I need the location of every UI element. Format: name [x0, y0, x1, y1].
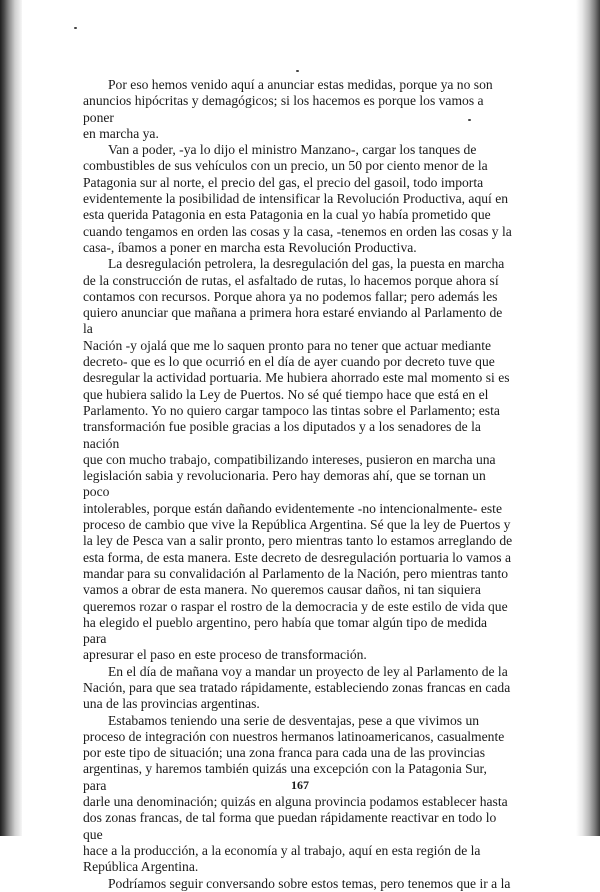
text-line: Por eso hemos venido aquí a anunciar estas medidas, porque ya no son — [108, 77, 493, 92]
text-line: mandar para su convalidación al Parlamento de la Nación, pero mientras tanto — [83, 565, 509, 581]
text-line: combustibles de sus vehículos con un precio, un 50 por ciento menor de la — [83, 158, 488, 174]
text-line: una de las provincias argentinas. — [83, 696, 260, 712]
text-line: argentinas, y haremos también quizás una excepción con la Patagonia Sur, para — [83, 761, 487, 793]
text-line: por este tipo de situación; una zona franca para cada una de las provincias — [83, 745, 485, 761]
text-line: casa-, íbamos a poner en marcha esta Revolución Productiva. — [83, 239, 417, 255]
scan-edge-right — [576, 0, 600, 836]
text-line: En el día de mañana voy a mandar un proyecto de ley al Parlamento de la — [108, 663, 508, 679]
text-line: Nación, para que sea tratado rápidamente, estableciendo zonas francas en cada — [83, 679, 511, 695]
text-line: quiero anunciar que mañana a primera hora estaré enviando al Parlamento de la — [83, 305, 503, 337]
text-line: la ley de Pesca van a salir pronto, pero mientras tanto lo estamos arreglando de — [83, 533, 513, 549]
text-line: esta forma, de esta manera. Este decreto de desregulación portuaria lo vamos a — [83, 549, 512, 565]
text-line: en marcha ya. — [83, 125, 159, 141]
text-line: vamos a obrar de esta manera. No queremos causar daños, ni tan siquiera — [83, 582, 481, 598]
text-line: hace a la producción, a la economía y al trabajo, aquí en esta región de la — [83, 842, 481, 858]
text-line: Podríamos seguir conversando sobre estos temas, pero tenemos que ir a la — [108, 875, 511, 891]
text-line: evidentemente la posibilidad de intensificar la Revolución Productiva, aquí en — [83, 191, 509, 207]
text-line: cuando tengamos en orden las cosas y la casa, -tenemos en orden las cosas y la — [83, 223, 512, 239]
text-line: contamos con recursos. Porque ahora ya no podemos fallar; pero además les — [83, 288, 498, 304]
text-line: Nación -y ojalá que me lo saquen pronto para no tener que actuar mediante — [83, 337, 492, 353]
scan-speck — [74, 27, 77, 29]
text-line: Estabamos teniendo una serie de desventajas, pese a que vivimos un — [108, 712, 480, 728]
page-number: 167 — [291, 778, 309, 792]
text-line: Van a poder, -ya lo dijo el ministro Manzano-, cargar los tanques de — [108, 142, 477, 158]
text-line: transformación fue posible gracias a los diputados y a los senadores de la nación — [83, 419, 481, 451]
text-line: proceso de cambio que vive la República Argentina. Sé que la ley de Puertos y — [83, 517, 511, 533]
scan-edge-left — [0, 0, 22, 836]
text-line: decreto- que es lo que ocurrió en el día de ayer cuando por decreto tuve que — [83, 354, 495, 370]
text-line: Parlamento. Yo no quiero cargar tampoco las tintas sobre el Parlamento; esta — [83, 402, 500, 418]
text-line: desregular la actividad portuaria. Me hubiera ahorrado este mal momento si es — [83, 370, 510, 386]
text-line: que hubiera salido la Ley de Puertos. No sé qué tiempo hace que está en el — [83, 386, 489, 402]
body-text — [83, 77, 513, 892]
text-line: proceso de integración con nuestros hermanos latinoamericanos, casualmente — [83, 728, 505, 744]
text-line: República Argentina. — [83, 859, 199, 875]
text-line: La desregulación petrolera, la desregulación del gas, la puesta en marcha — [108, 256, 505, 272]
text-line: legislación sabia y revolucionaria. Pero hay demoras ahí, que se tornan un poco — [83, 468, 486, 500]
text-line: intolerables, porque están dañando evidentemente -no intencionalmente- este — [83, 500, 502, 516]
text-line: que con mucho trabajo, compatibilizando intereses, pusieron en marcha una — [83, 451, 496, 467]
text-line: dos zonas francas, de tal forma que puedan rápidamente reactivar en todo lo que — [83, 810, 497, 842]
text-line: queremos rozar o raspar el rostro de la democracia y de este estilo de vida que — [83, 598, 508, 614]
text-line: anuncios hipócritas y demagógicos; si los hacemos es porque los vamos a poner — [83, 93, 484, 125]
text-line: ha elegido el pueblo argentino, pero había que tomar algún tipo de medida para — [83, 614, 488, 647]
text-line: de la construcción de rutas, el asfaltado de rutas, lo hacemos porque ahora sí — [83, 272, 499, 288]
text-line: apresurar el paso en este proceso de transformación. — [83, 647, 367, 663]
text-line: esta querida Patagonia en esta Patagonia en la cual yo había prometido que — [83, 207, 491, 223]
text-line: Patagonia sur al norte, el precio del gas, el precio del gasoil, todo importa — [83, 174, 484, 190]
scan-speck — [296, 70, 299, 72]
text-line: darle una denominación; quizás en alguna provincia podamos establecer hasta — [83, 794, 508, 810]
